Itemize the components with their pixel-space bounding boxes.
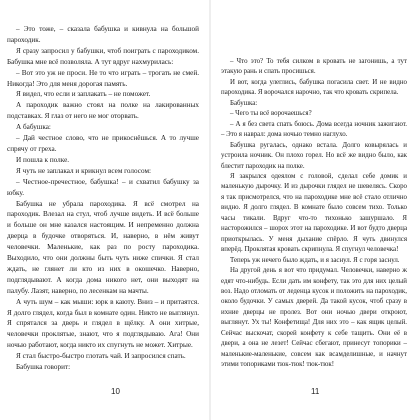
right-page <box>210 0 420 420</box>
paragraph: – Дай честное слово, что не прикоснёшься. А то лучше спрячу от греха. <box>7 134 199 153</box>
paragraph: – Что это? То тебя силком в кровать не загонишь, а тут этакую рань и спать просишься. <box>221 58 407 76</box>
paragraph: – Честное-пречестное, бабушка! – и схватил бабушку за юбку. <box>7 177 199 197</box>
paragraph: Бабушка ругалась, однако встала. Долго ковырялась и устроила ночник. Он плохо горел. Но всё же видно было, как блестит пароходик на полке. <box>221 141 407 170</box>
page-number-right: 11 <box>311 387 320 396</box>
paragraph: – Это тоже, – сказала бабушка и кивнула на большой пароходик. <box>7 25 199 44</box>
paragraph: И вот, когда улеглись, бабушка погасила свет. И не видно пароходика. Я ворочался нарочно, так что кровать скрипела. <box>221 78 407 97</box>
paragraph: – Вот это уж не проси. Не то что играть – трогать не смей. Никогда! Это для меня дорогая память. <box>7 68 199 88</box>
paragraph: – А я без света спать боюсь. Дома всегда ночник зажигают. – Это я наврал: дома ночью темно наглухо. <box>221 120 407 139</box>
paragraph: А пароходик важно стоял на полке на лакированных подставках. Я глаз от него не мог оторвать. <box>7 101 199 121</box>
paragraph: Я чуть не заплакал и крикнул всем голосом: <box>16 166 151 175</box>
paragraph: – Чего ты всё ворочаешься? <box>230 110 312 118</box>
right-page-text <box>221 57 407 371</box>
paragraph: А чуть шум – как мыши: юрк в каюту. Вниз – и притаятся. Я долго глядел, когда был в комнате один. Никто не выглянул. Я спрятался за дверь и глядел в щёлку. А они хитрые, человечки проклятые, знают, что я подглядываю. Ага! Они ночью работают, когда никто их спугнуть не может. Хитрые. <box>7 297 199 350</box>
paragraph: Я стал быстро-быстро глотать чай. И запросился спать. <box>16 352 186 361</box>
paragraph: На другой день я вот что придумал. Человечки, наверно ж едят что-нибудь. Если дать им конфету, так это для них целый воз. Надо отломать от леденца кусок и положить на пароходик, около будочки. У самых дверей. Да такой кусок, чтоб сразу в ихние дверцы не пролез. Вот они ночью двери откроют, выглянут. Ух ты! Конфетища! Для них это – как ящик целый. Сейчас выскочат, скорей конфету к себе тащить. Они её в двери, а она не лезет! Сейчас сбегают, принесут топорики – маленькие-маленькие, совсем как всамделишные, и начнут этими топориками тюк-тюк! тюк-тюк! <box>221 267 407 369</box>
paragraph: Теперь уж нечего было ждать, и я заснул. Я с горя заснул. <box>230 256 400 264</box>
paragraph: Я закрылся одеялом с головой, сделал себе домик и маленькую дырочку. И из дырочки глядел не шевелясь. Скоро я так присмотрелся, что на пароходике мне всё стало отлично видно. Я долго глядел. В комнате было совсем тихо. Только часы тикали. Вдруг что-то тихонько зашуршало. Я насторожился – шорох этот на пароходике. И вот будто дверца приоткрылась. У меня дыхание спёрло. Я чуть двинулся вперёд. Проклятая кровать скрипнула. Я спугнул человечка! <box>221 172 407 254</box>
left-page-text <box>7 24 199 373</box>
paragraph: Бабушка говорит: <box>16 363 71 372</box>
paragraph: И пошла к полке. <box>16 155 70 164</box>
paragraph: А бабушка: <box>16 123 51 132</box>
paragraph: Я видел, что если и заплакать – не поможет. <box>16 90 151 99</box>
paragraph: Бабушка не убрала пароходика. Я всё смотрел на пароходик. Влезал на стул, чтоб лучше видеть. И всё больше и больше он мне казался настоящим. И непременно должна дверца в будочке отворяться. И, наверно, в нём живут человечки. Маленькие, как раз по росту пароходика. Выходило, что они должны быть чуть ниже спички. Я стал ждать, не глянет ли кто из них в окошечко. Наверно, подглядывают. А когда дома никого нет, они выходят на палубу. Лазят, наверно, по лесенкам на мачты. <box>7 199 199 295</box>
paragraph: Бабушка: <box>230 99 258 107</box>
paragraph: Я сразу запросил у бабушки, чтоб поиграть с пароходиком. Бабушка мне всё позволяла. А тут вдруг нахмурилась: <box>7 46 199 66</box>
page-number-left: 10 <box>111 387 120 396</box>
